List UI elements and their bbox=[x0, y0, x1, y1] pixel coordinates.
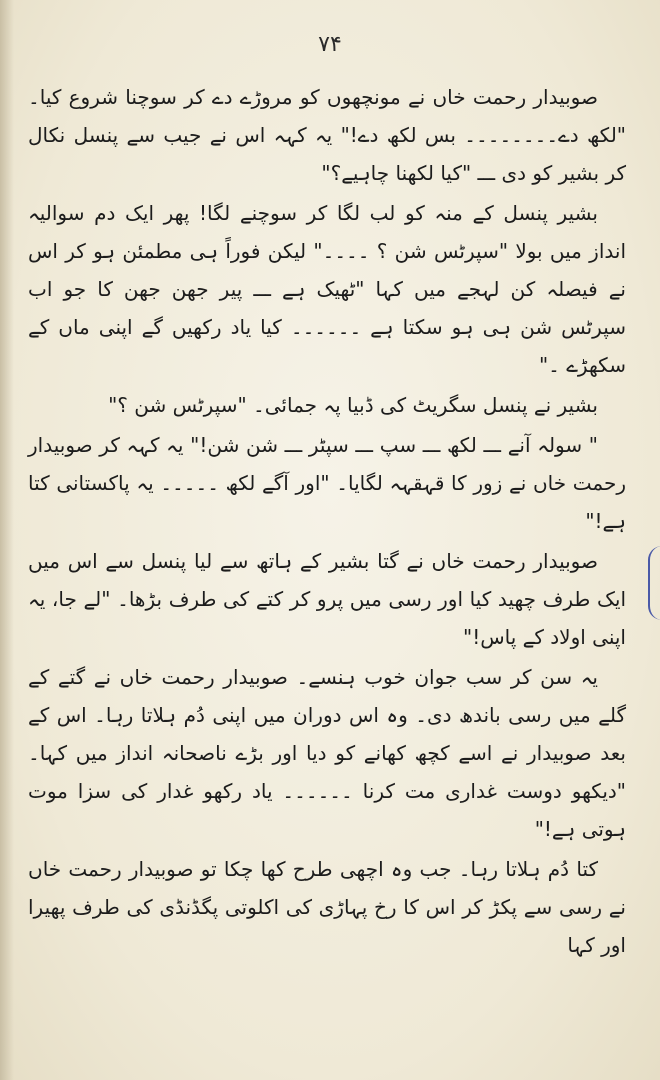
page-number: ۷۴ bbox=[318, 32, 342, 57]
ink-bracket-mark bbox=[648, 546, 660, 620]
paragraph-2: بشیر پنسل کے منہ کو لب لگا کر سوچنے لگا! پھر ایک دم سوالیہ انداز میں بولا "سپرٹس شن ؟ ۔۔۔۔" لیکن فوراً ہی مطمئن ہو کر اس نے فیصلہ کن لہجے میں کہا "ٹھیک ہے ـــ پیر جھن جھن کا جو اب سپرٹس شن ہی ہو سکتا ہے ۔۔۔۔۔۔ کیا یاد رکھیں گے اپنی ماں کے سکھڑے ۔" bbox=[28, 201, 626, 377]
paragraph-4: " سولہ آنے ـــ لکھ ـــ سپ ـــ سپٹر ـــ شن شن!" یہ کہہ کر صوبیدار رحمت خاں نے زور کا قہقہہ لگایا۔ "اور آگے لکھ ۔۔۔۔۔ یہ پاکستانی کتا ہے!" bbox=[28, 433, 626, 533]
paragraph-7: کتا دُم ہلاتا رہا۔ جب وہ اچھی طرح کھا چکا تو صوبیدار رحمت خاں نے رسی سے پکڑ کر اس کا رخ پہاڑی کی اکلوتی پگڈنڈی کی طرف پھیرا اور کہا bbox=[28, 857, 626, 957]
paragraph-5: صوبیدار رحمت خاں نے گتا بشیر کے ہاتھ سے لیا پنسل سے اس میں ایک طرف چھید کیا اور رسی میں پرو کر کتے کی طرف بڑھا۔ "لے جا، یہ اپنی اولاد کے پاس!" bbox=[28, 549, 626, 649]
paragraph-1: صوبیدار رحمت خاں نے مونچھوں کو مروڑے دے کر سوچنا شروع کیا۔ "لکھ دے۔۔۔۔۔۔۔۔ بس لکھ دے!" یہ کہہ اس نے جیب سے پنسل نکال کر بشیر کو دی ـــ "کیا لکھنا چاہیے؟" bbox=[28, 85, 626, 185]
paragraph-3: بشیر نے پنسل سگریٹ کی ڈبیا پہ جمائی۔ "سپرٹس شن ؟" bbox=[108, 393, 598, 417]
urdu-text-body bbox=[28, 78, 626, 966]
paragraph-6: یہ سن کر سب جوان خوب ہنسے۔ صوبیدار رحمت خاں نے گتے کے گلے میں رسی باندھ دی۔ وہ اس دوران میں اپنی دُم ہلاتا رہا۔ اس کے بعد صوبیدار نے اسے کچھ کھانے کو دیا اور بڑے ناصحانہ انداز میں کہا۔ "دیکھو دوست غداری مت کرنا ۔۔۔۔۔۔ یاد رکھو غدار کی سزا موت ہوتی ہے!" bbox=[28, 665, 626, 841]
page-gutter-shadow bbox=[0, 0, 14, 1080]
paragraph-5-wrapper bbox=[28, 542, 626, 656]
